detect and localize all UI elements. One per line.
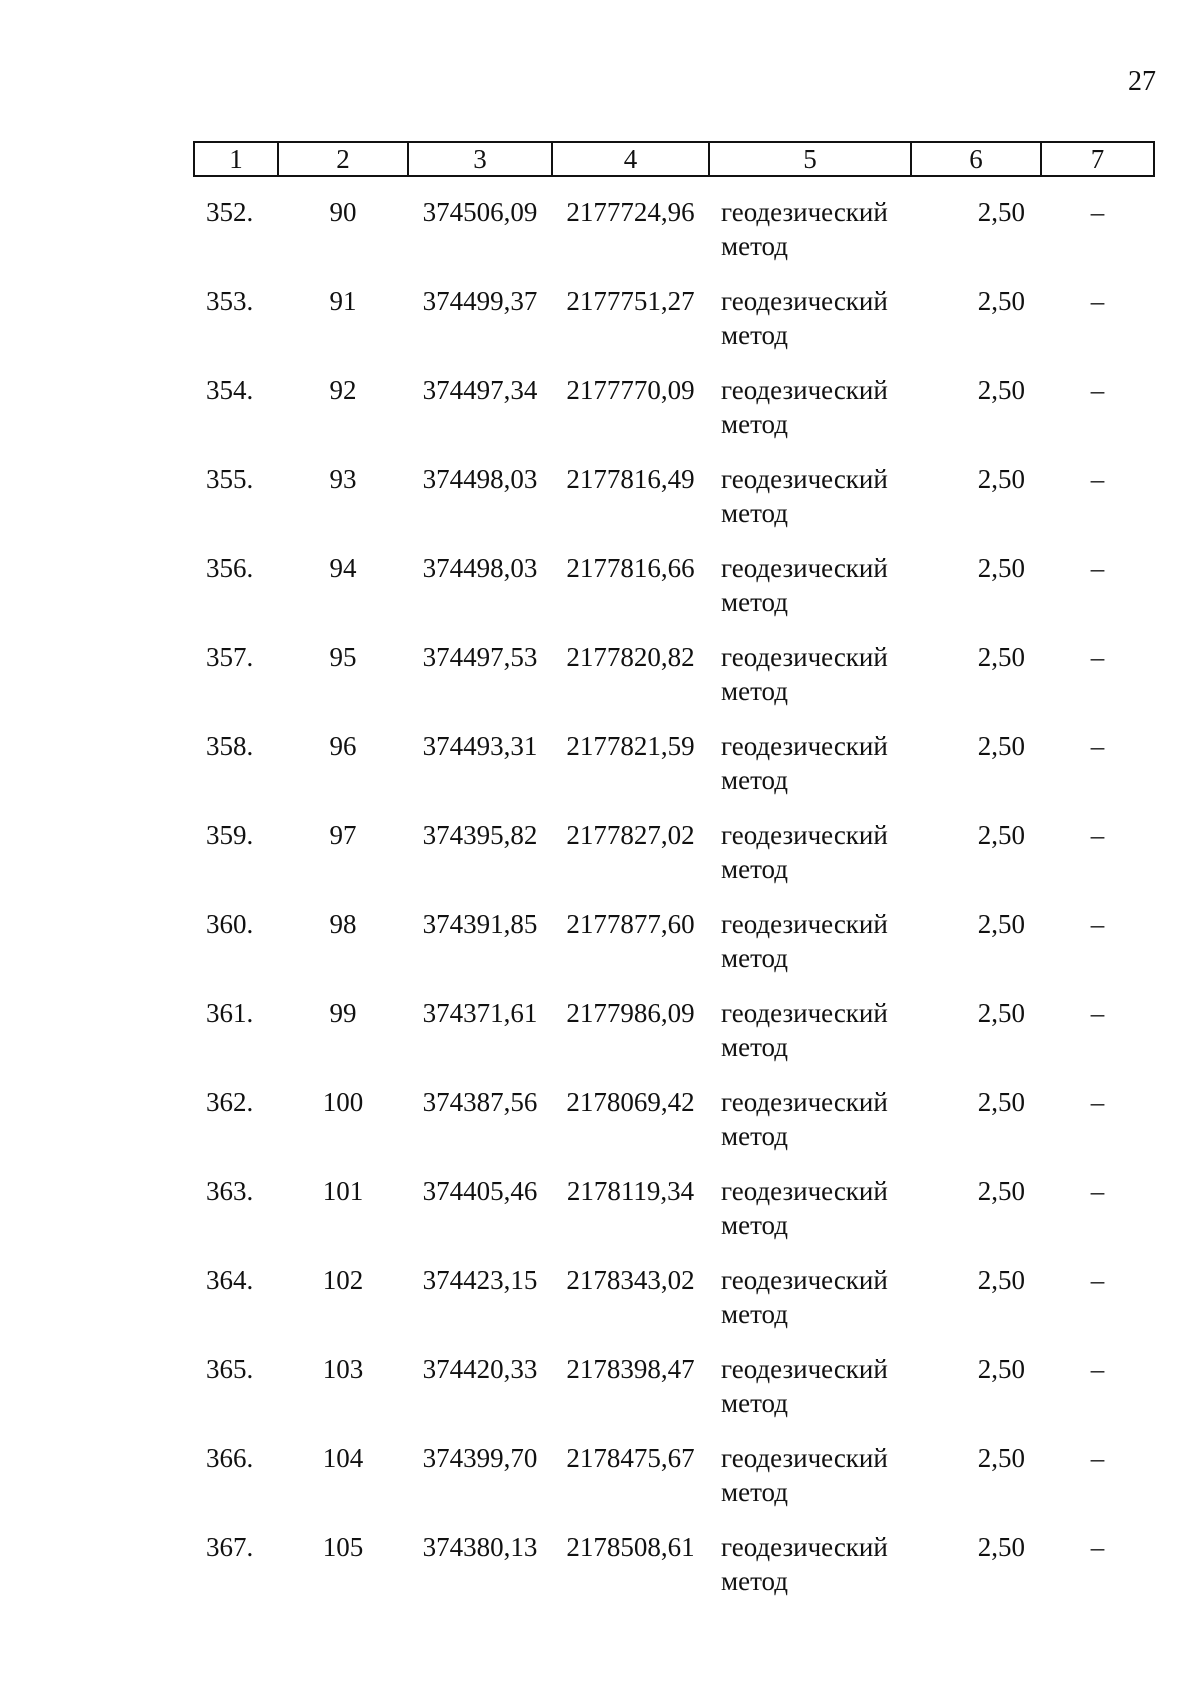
note: – [1090, 909, 1105, 939]
coord-x: 374499,37 [422, 286, 538, 316]
table-row [194, 1174, 1154, 1263]
method: геодезический метод [721, 1443, 888, 1507]
method: геодезический метод [721, 998, 888, 1062]
accuracy: 2,50 [977, 820, 1025, 850]
method: геодезический метод [721, 286, 888, 350]
row-number: 365. [206, 1354, 254, 1384]
point-number: 94 [329, 553, 357, 583]
accuracy: 2,50 [977, 909, 1025, 939]
table-row [194, 1530, 1154, 1619]
coordinates-table [193, 141, 1155, 1619]
method: геодезический метод [721, 197, 888, 261]
accuracy: 2,50 [977, 1265, 1025, 1295]
row-number: 366. [206, 1443, 254, 1473]
point-number: 93 [329, 464, 357, 494]
table-row [194, 729, 1154, 818]
point-number: 91 [329, 286, 357, 316]
point-number: 102 [322, 1265, 364, 1295]
header-col-2: 2 [278, 142, 408, 176]
point-number: 96 [329, 731, 357, 761]
note: – [1090, 731, 1105, 761]
table-row [194, 640, 1154, 729]
accuracy: 2,50 [977, 464, 1025, 494]
accuracy: 2,50 [977, 998, 1025, 1028]
coord-y: 2178398,47 [566, 1354, 695, 1384]
coord-y: 2177770,09 [566, 375, 695, 405]
accuracy: 2,50 [977, 1087, 1025, 1117]
method: геодезический метод [721, 1087, 888, 1151]
point-number: 90 [329, 197, 357, 227]
row-number: 356. [206, 553, 254, 583]
accuracy: 2,50 [977, 731, 1025, 761]
table-row [194, 373, 1154, 462]
coord-x: 374405,46 [422, 1176, 538, 1206]
coord-x: 374391,85 [422, 909, 538, 939]
coord-x: 374497,34 [422, 375, 538, 405]
coord-x: 374423,15 [422, 1265, 538, 1295]
note: – [1090, 1176, 1105, 1206]
coord-y: 2177986,09 [566, 998, 695, 1028]
note: – [1090, 197, 1105, 227]
header-col-6: 6 [911, 142, 1041, 176]
header-col-3: 3 [408, 142, 552, 176]
row-number: 357. [206, 642, 254, 672]
accuracy: 2,50 [977, 286, 1025, 316]
method: геодезический метод [721, 731, 888, 795]
note: – [1090, 286, 1105, 316]
method: геодезический метод [721, 1532, 888, 1596]
coord-y: 2178069,42 [566, 1087, 695, 1117]
coord-y: 2177816,66 [566, 553, 695, 583]
method: геодезический метод [721, 553, 888, 617]
table-row [194, 284, 1154, 373]
point-number: 101 [322, 1176, 364, 1206]
note: – [1090, 553, 1105, 583]
table-body [194, 195, 1154, 1619]
table-header [194, 142, 1154, 176]
method: геодезический метод [721, 375, 888, 439]
accuracy: 2,50 [977, 1443, 1025, 1473]
note: – [1090, 1532, 1105, 1562]
row-number: 354. [206, 375, 254, 405]
coord-x: 374498,03 [422, 553, 538, 583]
note: – [1090, 998, 1105, 1028]
note: – [1090, 1087, 1105, 1117]
header-col-5: 5 [709, 142, 911, 176]
method: геодезический метод [721, 1265, 888, 1329]
point-number: 105 [322, 1532, 364, 1562]
coord-y: 2177751,27 [566, 286, 695, 316]
coord-x: 374380,13 [422, 1532, 538, 1562]
table-row [194, 551, 1154, 640]
accuracy: 2,50 [977, 375, 1025, 405]
header-row [194, 142, 1154, 176]
accuracy: 2,50 [977, 1354, 1025, 1384]
coord-y: 2177877,60 [566, 909, 695, 939]
method: геодезический метод [721, 909, 888, 973]
method: геодезический метод [721, 1176, 888, 1240]
note: – [1090, 1265, 1105, 1295]
coord-y: 2178119,34 [566, 1176, 695, 1206]
row-number: 361. [206, 998, 254, 1028]
table-row [194, 996, 1154, 1085]
table-row [194, 1352, 1154, 1441]
accuracy: 2,50 [977, 1176, 1025, 1206]
coord-x: 374498,03 [422, 464, 538, 494]
note: – [1090, 1354, 1105, 1384]
method: геодезический метод [721, 820, 888, 884]
coord-y: 2177821,59 [566, 731, 695, 761]
row-number: 359. [206, 820, 254, 850]
header-col-1: 1 [194, 142, 278, 176]
row-number: 363. [206, 1176, 254, 1206]
coord-x: 374493,31 [422, 731, 538, 761]
method: геодезический метод [721, 642, 888, 706]
coord-x: 374497,53 [422, 642, 538, 672]
point-number: 99 [329, 998, 357, 1028]
coord-x: 374506,09 [422, 197, 538, 227]
row-number: 362. [206, 1087, 254, 1117]
table-row [194, 462, 1154, 551]
table-row [194, 195, 1154, 284]
accuracy: 2,50 [977, 553, 1025, 583]
accuracy: 2,50 [977, 642, 1025, 672]
accuracy: 2,50 [977, 197, 1025, 227]
method: геодезический метод [721, 1354, 888, 1418]
note: – [1090, 642, 1105, 672]
row-number: 355. [206, 464, 254, 494]
coord-x: 374387,56 [422, 1087, 538, 1117]
coord-x: 374371,61 [422, 998, 538, 1028]
method: геодезический метод [721, 464, 888, 528]
point-number: 92 [329, 375, 357, 405]
table-row [194, 818, 1154, 907]
row-number: 360. [206, 909, 254, 939]
point-number: 104 [322, 1443, 364, 1473]
header-spacer [194, 176, 1154, 195]
point-number: 95 [329, 642, 357, 672]
note: – [1090, 464, 1105, 494]
row-number: 364. [206, 1265, 254, 1295]
table-row [194, 1441, 1154, 1530]
page-number: 27 [1128, 66, 1156, 97]
row-number: 352. [206, 197, 254, 227]
coord-x: 374399,70 [422, 1443, 538, 1473]
coord-y: 2178475,67 [566, 1443, 695, 1473]
header-col-7: 7 [1041, 142, 1154, 176]
note: – [1090, 1443, 1105, 1473]
coord-x: 374420,33 [422, 1354, 538, 1384]
coord-x: 374395,82 [422, 820, 538, 850]
row-number: 353. [206, 286, 254, 316]
coord-y: 2177724,96 [566, 197, 695, 227]
row-number: 358. [206, 731, 254, 761]
coord-y: 2178343,02 [566, 1265, 695, 1295]
table-row [194, 1085, 1154, 1174]
coord-y: 2178508,61 [566, 1532, 695, 1562]
row-number: 367. [206, 1532, 254, 1562]
point-number: 97 [329, 820, 357, 850]
coord-y: 2177820,82 [566, 642, 695, 672]
note: – [1090, 375, 1105, 405]
coord-y: 2177816,49 [566, 464, 695, 494]
table-row [194, 907, 1154, 996]
point-number: 103 [322, 1354, 364, 1384]
note: – [1090, 820, 1105, 850]
point-number: 100 [322, 1087, 364, 1117]
table-row [194, 1263, 1154, 1352]
point-number: 98 [329, 909, 357, 939]
coord-y: 2177827,02 [566, 820, 695, 850]
header-col-4: 4 [552, 142, 709, 176]
accuracy: 2,50 [977, 1532, 1025, 1562]
